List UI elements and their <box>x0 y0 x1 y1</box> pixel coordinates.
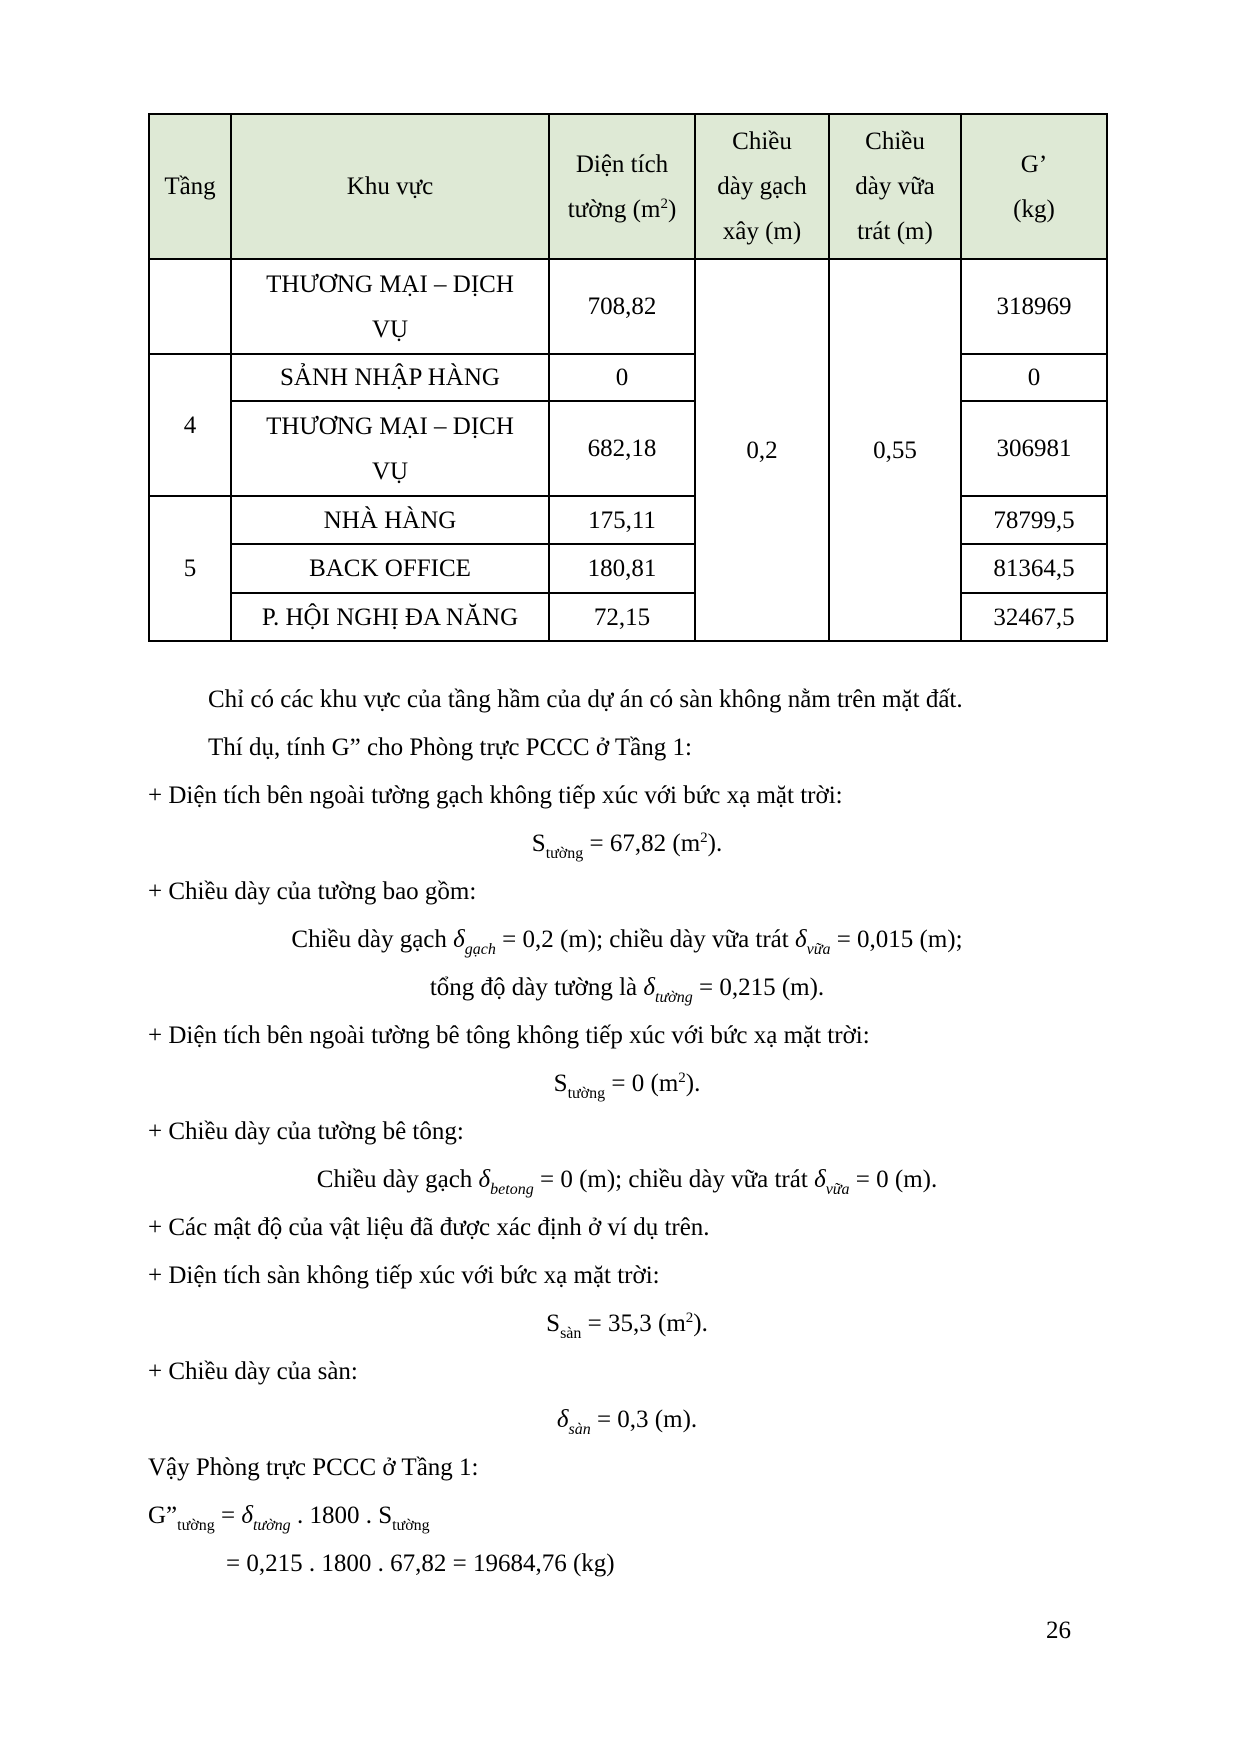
cell-khu-vuc: NHÀ HÀNG <box>231 496 549 544</box>
paragraph-concrete-thickness: + Chiều dày của tường bê tông: <box>148 1118 464 1145</box>
formula-subscript: tường <box>545 845 584 862</box>
paragraph-conclusion: Vậy Phòng trực PCCC ở Tầng 1: <box>148 1454 479 1481</box>
formula-delta-betong <box>148 1156 1106 1204</box>
paragraph-wall-thickness: + Chiều dày của tường bao gồm: <box>148 878 477 905</box>
formula-subscript: gạch <box>464 941 496 958</box>
table-row <box>149 496 1107 544</box>
delta-symbol: δ <box>794 926 807 953</box>
formula-superscript: 2 <box>678 1070 686 1086</box>
paragraph-intro: Chỉ có các khu vực của tầng hầm của dự án có sàn không nằm trên mặt đất. <box>208 686 963 713</box>
khu-vuc-label: THƯƠNG MẠI – DỊCH VỤ <box>266 270 514 343</box>
formula-text: = 0 (m <box>605 1070 679 1097</box>
formula-s-tuong-zero <box>148 1060 1106 1108</box>
header-vua-line2: dày vữa <box>855 173 935 200</box>
cell-dien-tich: 682,18 <box>549 401 695 496</box>
formula-subscript: vữa <box>806 941 831 958</box>
formula-text: S <box>553 1070 568 1097</box>
table-row <box>149 593 1107 641</box>
formula-text: Chiều dày gạch <box>316 1166 479 1193</box>
header-gach-line1: Chiều <box>732 128 792 155</box>
cell-khu-vuc: BACK OFFICE <box>231 544 549 593</box>
cell-g: 32467,5 <box>961 593 1107 641</box>
table-row <box>149 544 1107 593</box>
table-row <box>149 259 1107 354</box>
formula-text: = 67,82 (m <box>583 830 701 857</box>
formula-text: Chiều dày gạch <box>291 926 454 953</box>
formula-text: . 1800 . S <box>290 1502 393 1529</box>
khu-vuc-label: THƯƠNG MẠI – DỊCH VỤ <box>266 412 514 485</box>
formula-text: tổng độ dày tường là <box>429 974 644 1001</box>
formula-text: = 0,2 (m); chiều dày vữa trát <box>495 926 795 953</box>
cell-tang-empty <box>149 259 231 354</box>
table-row <box>149 354 1107 401</box>
cell-g: 0 <box>961 354 1107 401</box>
header-dien-tich-text: Diện tích tường (m <box>567 150 669 223</box>
formula-text: = 0,3 (m). <box>590 1406 698 1433</box>
header-chieu-day-vua <box>829 114 961 259</box>
paragraph-example: Thí dụ, tính G” cho Phòng trực PCCC ở Tầng 1: <box>208 734 692 761</box>
cell-tang-4: 4 <box>149 354 231 496</box>
cell-khu-vuc: P. HỘI NGHỊ ĐA NĂNG <box>231 593 549 641</box>
formula-delta-gach <box>148 916 1106 964</box>
cell-gach-xay: 0,2 <box>695 259 829 641</box>
header-g-line1: G’ <box>1020 150 1048 178</box>
paragraph-wall-brick-area: + Diện tích bên ngoài tường gạch không tiếp xúc với bức xạ mặt trời: <box>148 782 843 809</box>
formula-text: = 0 (m); chiều dày vữa trát <box>533 1166 815 1193</box>
header-g-kg <box>961 114 1107 259</box>
formula-subscript: tường <box>655 989 693 1006</box>
header-dien-tich-tuong <box>549 114 695 259</box>
cell-dien-tich: 72,15 <box>549 593 695 641</box>
formula-text: ). <box>707 830 723 857</box>
delta-symbol: δ <box>241 1502 253 1529</box>
formula-subscript: sàn <box>560 1325 582 1342</box>
header-g-line2: (kg) <box>1013 195 1055 223</box>
formula-superscript: 2 <box>700 830 708 846</box>
formula-text: G” <box>148 1502 178 1529</box>
formula-subscript: tường <box>567 1085 606 1102</box>
formula-text: S <box>546 1310 561 1337</box>
cell-g: 318969 <box>961 259 1107 354</box>
cell-vua-trat: 0,55 <box>829 259 961 641</box>
paragraph-floor-area: + Diện tích sàn không tiếp xúc với bức xạ mặt trời: <box>148 1262 660 1289</box>
cell-khu-vuc <box>231 401 549 496</box>
formula-subscript: tường <box>177 1517 215 1534</box>
formula-text: ). <box>693 1310 708 1337</box>
formula-subscript: betong <box>490 1181 534 1198</box>
formula-s-san <box>148 1300 1106 1348</box>
cell-tang-5: 5 <box>149 496 231 641</box>
delta-symbol: δ <box>814 1166 826 1193</box>
formula-delta-tuong <box>148 964 1106 1012</box>
delta-symbol: δ <box>556 1406 569 1433</box>
cell-g: 78799,5 <box>961 496 1107 544</box>
header-khu-vuc: Khu vực <box>231 114 549 259</box>
table-header-row <box>149 114 1107 259</box>
paragraph-densities: + Các mật độ của vật liệu đã được xác định ở ví dụ trên. <box>148 1214 710 1241</box>
formula-subscript: tường <box>392 1517 430 1534</box>
header-dien-tich-close: ) <box>667 195 677 223</box>
cell-dien-tich: 180,81 <box>549 544 695 593</box>
formula-text: S <box>531 830 546 857</box>
cell-dien-tich: 175,11 <box>549 496 695 544</box>
formula-subscript: sàn <box>568 1421 591 1438</box>
cell-dien-tich: 708,82 <box>549 259 695 354</box>
formula-delta-san <box>148 1396 1106 1444</box>
paragraph-floor-thickness: + Chiều dày của sàn: <box>148 1358 358 1385</box>
delta-symbol: δ <box>643 974 655 1001</box>
header-vua-line1: Chiều <box>865 128 925 155</box>
header-gach-line3: xây (m) <box>722 218 802 245</box>
formula-text: ). <box>685 1070 701 1097</box>
cell-g: 306981 <box>961 401 1107 496</box>
header-dien-tich-sup: 2 <box>660 195 668 212</box>
formula-g-result: = 0,215 . 1800 . 67,82 = 19684,76 (kg) <box>226 1550 615 1577</box>
table-row <box>149 401 1107 496</box>
formula-text: = <box>214 1502 242 1529</box>
formula-subscript: vữa <box>825 1181 850 1198</box>
paragraph-wall-concrete-area: + Diện tích bên ngoài tường bê tông không tiếp xúc với bức xạ mặt trời: <box>148 1022 870 1049</box>
formula-s-tuong <box>148 820 1106 868</box>
page-number: 26 <box>1046 1617 1071 1644</box>
body-text <box>148 676 1106 1588</box>
wall-mass-table <box>148 113 1108 642</box>
header-vua-line3: trát (m) <box>857 218 933 245</box>
cell-g: 81364,5 <box>961 544 1107 593</box>
header-chieu-day-gach <box>695 114 829 259</box>
cell-dien-tich: 0 <box>549 354 695 401</box>
formula-superscript: 2 <box>685 1310 694 1326</box>
formula-text: = 0,015 (m); <box>830 926 963 953</box>
delta-symbol: δ <box>478 1166 491 1193</box>
delta-symbol: δ <box>453 926 465 953</box>
formula-text: = 0,215 (m). <box>692 974 825 1001</box>
header-tang: Tầng <box>149 114 231 259</box>
header-gach-line2: dày gạch <box>717 173 807 200</box>
formula-g-tuong <box>148 1492 1106 1540</box>
formula-text: = 0 (m). <box>849 1166 938 1193</box>
cell-khu-vuc: SẢNH NHẬP HÀNG <box>231 354 549 401</box>
formula-text: = 35,3 (m <box>581 1310 686 1337</box>
cell-khu-vuc <box>231 259 549 354</box>
formula-subscript: tường <box>252 1517 291 1534</box>
